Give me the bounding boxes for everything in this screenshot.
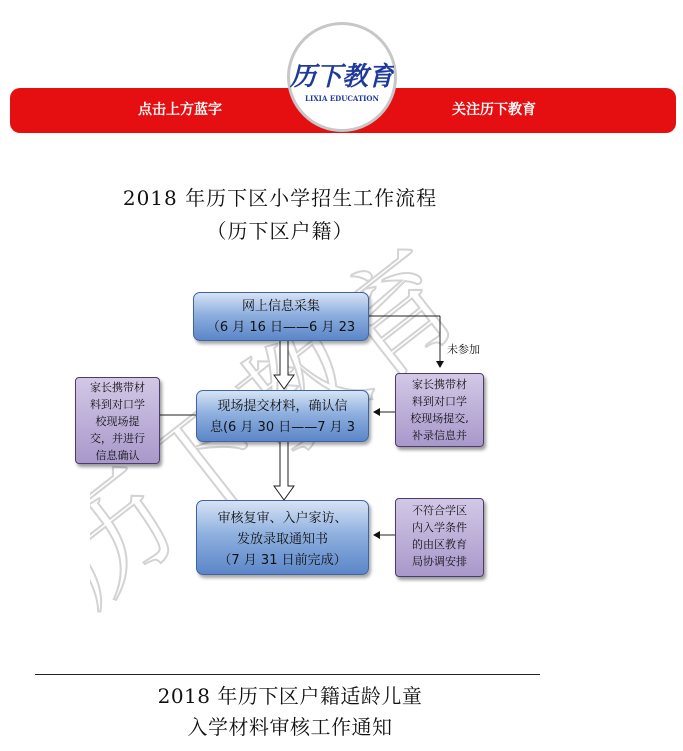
right-note-2-line: 不符合学区	[412, 504, 467, 517]
left-note-line: 家长携带材	[90, 381, 145, 394]
notice-title-line-1: 2018 年历下区户籍适龄儿童	[157, 684, 423, 708]
right-note-line: 校现场提交,	[410, 412, 469, 425]
banner-right-text[interactable]: 关注历下教育	[452, 102, 536, 118]
right-note-2-line: 局协调安排	[412, 555, 467, 568]
divider	[35, 674, 540, 675]
step-2-box	[196, 390, 369, 442]
page-subtitle: （历下区户籍）	[206, 219, 354, 243]
step-2-line-1: 现场提交材料，确认信	[217, 399, 348, 414]
banner-left-text[interactable]: 点击上方蓝字	[138, 102, 222, 118]
step-3-line-3: （7 月 31 日前完成）	[218, 553, 347, 568]
right-note-2-box	[395, 498, 484, 577]
step-3-line-2: 发放录取通知书	[236, 532, 328, 547]
left-note-line: 料到对口学	[90, 398, 145, 411]
step-1-line-2: （6 月 16 日——6 月 23	[206, 320, 356, 335]
step-1-box	[193, 292, 369, 341]
left-note-line: 信息确认	[95, 449, 140, 462]
notice-title-line-2: 入学材料审核工作通知	[187, 715, 393, 739]
left-note-line: 校现场提	[95, 415, 140, 428]
logo-title: 历下教育	[290, 62, 394, 92]
step-1-line-1: 网上信息采集	[241, 299, 320, 314]
logo-subtitle: LIXIA EDUCATION	[305, 94, 379, 103]
right-note-line: 补录信息并	[412, 429, 467, 442]
step-2-line-2: 息(6 月 30 日——7 月 3	[209, 420, 356, 435]
page-title: 2018 年历下区小学招生工作流程	[122, 186, 438, 210]
right-note-box	[395, 373, 484, 447]
right-note-2-line: 的由区教育	[412, 538, 467, 551]
step-3-box	[196, 500, 369, 575]
right-note-line: 家长携带材	[412, 378, 467, 391]
right-note-line: 料到对口学	[412, 395, 467, 408]
step-3-line-1: 审核复审、入户家访、	[217, 511, 348, 526]
left-note-line: 交，并进行	[90, 432, 145, 445]
edge-label-not-attended: 未参加	[447, 343, 480, 356]
left-note-box	[75, 377, 160, 464]
right-note-2-line: 内入学条件	[412, 521, 467, 534]
